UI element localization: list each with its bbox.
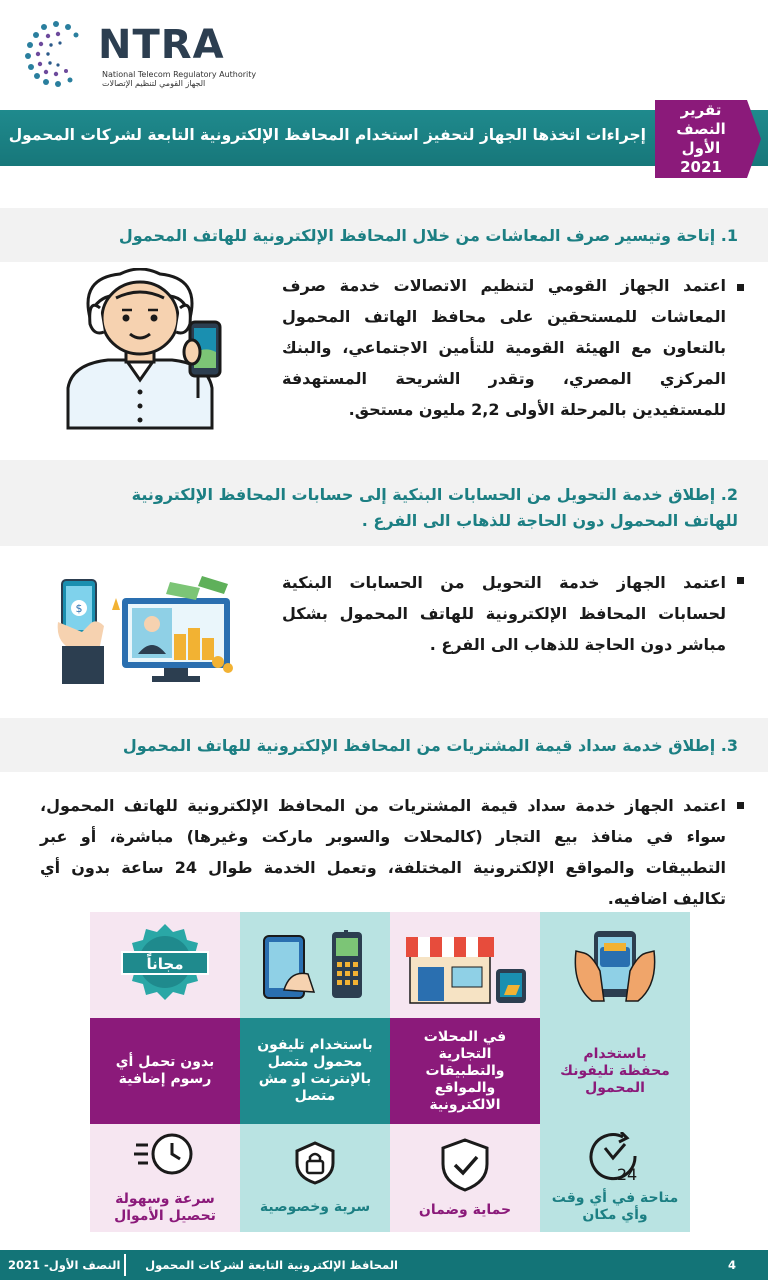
feature-protection-cell [390,1124,540,1232]
24-hour-text: 24 [616,1165,638,1182]
section-heading-line: 2. إطلاق خدمة التحويل من الحسابات البنكية إلى حسابات المحافظ الإلكترونية [131,485,738,504]
store-and-online-shop-icon [400,925,530,1005]
title-bar [0,110,768,166]
feature-phone-icon-cell [240,912,390,1018]
section-2-heading [0,460,768,546]
report-badge [655,100,747,178]
logo-english-name: National Telecom Regulatory Authority [102,70,257,79]
feature-text: سرية وخصوصية [259,1198,371,1215]
section-1-heading [0,208,768,262]
feature-shop-icon-cell [390,912,540,1018]
feature-shops-cell [390,1018,540,1124]
mobile-bank-transfer-icon [52,574,234,686]
logo-dots-icon [18,18,94,90]
fast-clock-icon [134,1131,196,1177]
report-badge-tip [747,100,761,178]
svg-text:$: $ [75,602,83,615]
free-badge-text: مجاناً [146,955,184,973]
bullet-icon [737,577,744,584]
page-title: إجراءات اتخذها الجهاز لتحفيز استخدام المحافظ الإلكترونية التابعة لشركات المحمول [8,126,646,144]
lock-shield-icon [293,1141,337,1185]
feature-privacy-cell [240,1124,390,1232]
report-badge-line: النصف الأول [676,120,726,157]
page-footer [0,1250,768,1280]
feature-wallet-icon-cell [540,912,690,1018]
smartphone-and-keypad-phone-icon [260,930,370,1000]
section-3-body: اعتمد الجهاز خدمة سداد قيمة المشتريات من المحافظ الإلكترونية للهاتف المحمول، سواء في منافذ بيع التجار (كالمحلات والسوبر ماركت وغيرها) مباشرة، أو عبر التطبيقات والمواقع الإلكترونية المختلفة، وتعمل الخدمة طوال 24 ساعة بدون أي تكاليف اضافيه. [40,796,726,908]
section-heading-line: 3. إطلاق خدمة سداد قيمة المشتريات من المحافظ الإلكترونية للهاتف المحمول [122,736,738,755]
elderly-man-phone-icon [60,268,232,430]
feature-connected-phone-cell [240,1018,390,1124]
logo-wordmark: NTRA [98,22,225,68]
section-3-heading [0,718,768,772]
free-badge-icon [118,922,212,1008]
features-grid [90,912,690,1232]
section-heading-line: 1. إتاحة وتيسير صرف المعاشات من خلال المحافظ الإلكترونية للهاتف المحمول [118,226,738,245]
footer-title: المحافظ الإلكترونية التابعة لشركات المحمول [145,1258,398,1272]
ntra-logo [18,18,257,90]
feature-text: حماية وضمان [418,1201,512,1218]
feature-text: باستخدام محفظة تليفونك المحمول [560,1045,670,1096]
logo-arabic-name: الجهاز القومي لتنظيم الإتصالات [102,79,206,88]
feature-text: سرعة وسهولة تحصيل الأموال [114,1191,216,1224]
feature-free-icon-cell [90,912,240,1018]
bullet-icon [737,802,744,809]
footer-period: النصف الأول- 2021 [8,1258,121,1272]
feature-wallet-cell [540,1018,690,1124]
feature-speed-cell [90,1124,240,1232]
checkmark-shield-icon [439,1138,491,1192]
section-1-body: اعتمد الجهاز القومي لتنظيم الاتصالات خدمة صرف المعاشات للمستحقين على محافظ الهاتف المحمول بالتعاون مع الهيئة القومية للتأمين الاجتماعي، والبنك المركزي المصري، وتقدر الشريحة المستهدفة للمستفيدين بالمرحلة الأولى 2,2 مليون مستحق. [282,276,726,419]
page-number: 4 [727,1258,736,1272]
section-heading-line: للهاتف المحمول دون الحاجة للذهاب الى الفرع . [361,511,738,530]
24-hour-clock-icon [587,1132,643,1182]
report-badge-line: 2021 [680,158,722,176]
footer-separator [124,1254,126,1276]
feature-text: بدون تحمل أي رسوم إضافية [115,1054,215,1087]
feature-availability-cell [540,1124,690,1232]
feature-no-fees-cell [90,1018,240,1124]
feature-text: متاحة في أي وقت وأي مكان [551,1190,679,1223]
section-2-body: اعتمد الجهاز خدمة التحويل من الحسابات البنكية لحسابات المحافظ الإلكترونية للهاتف المحمول بشكل مباشر دون الحاجة للذهاب الى الفرع . [282,573,726,654]
feature-text: باستخدام تليفون محمول متصل بالإنترنت او مش متصل [257,1037,373,1104]
feature-text: في المحلات التجارية والتطبيقات والمواقع الالكترونية [423,1028,507,1113]
report-badge-line: تقرير [680,101,722,119]
hands-holding-mobile-wallet-icon [570,925,660,1005]
bullet-icon [737,284,744,291]
